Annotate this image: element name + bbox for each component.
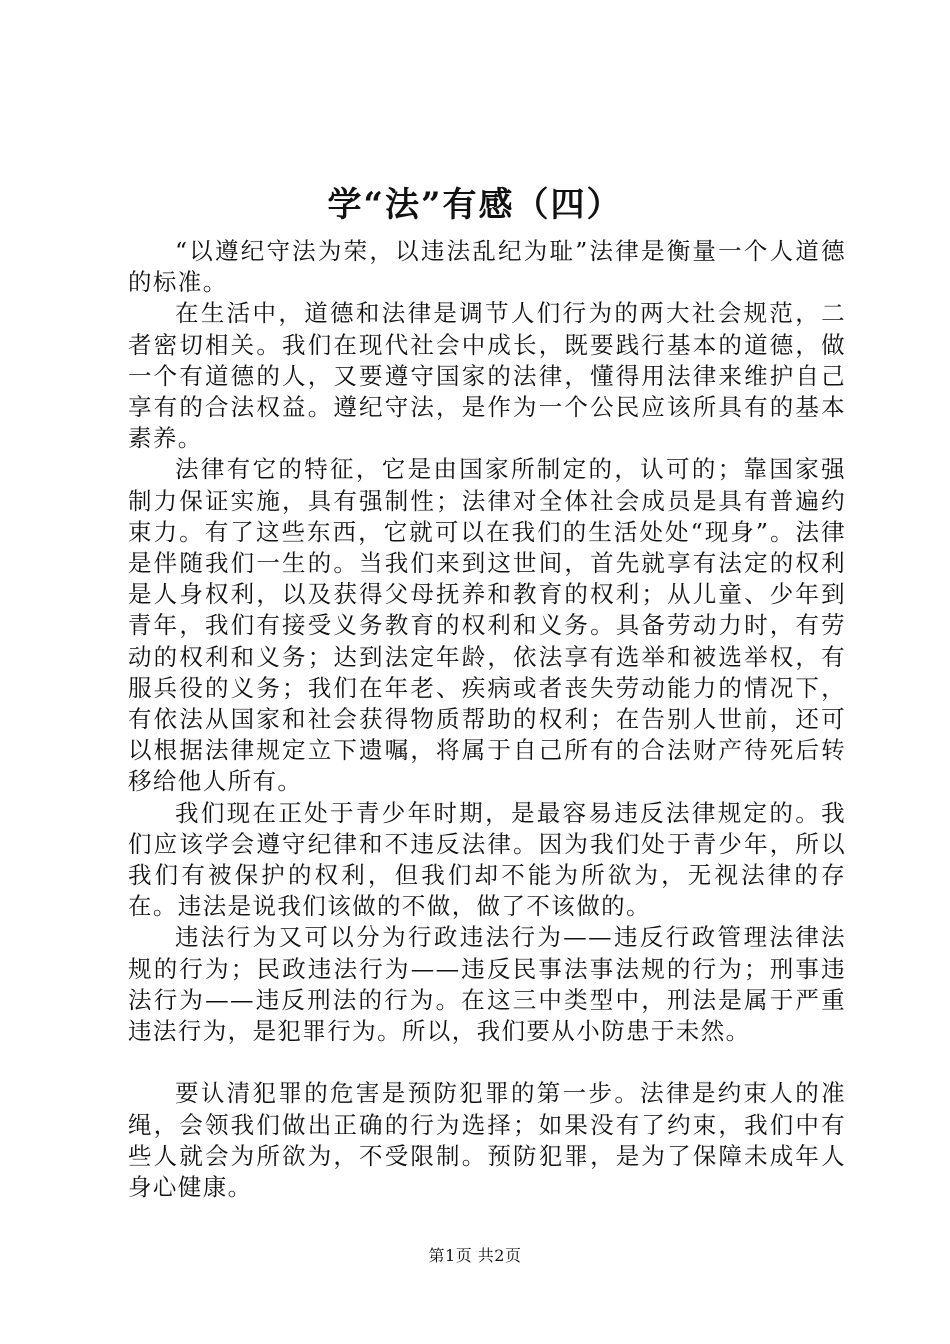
paragraph-2: 在生活中，道德和法律是调节人们行为的两大社会规范，二者密切相关。我们在现代社会中成长，既要践行基本的道德，做一个有道德的人，又要遵守国家的法律，懂得用法律来维护自己享有的合法权益。遵纪守法，是作为一个公民应该所具有的基本素养。 (128, 299, 846, 453)
paragraph-3: 法律有它的特征，它是由国家所制定的，认可的；靠国家强制力保证实施，具有强制性；法律对全体社会成员是具有普遍约束力。有了这些东西，它就可以在我们的生活处处“现身”。法律是伴随我们一生的。当我们来到这世间，首先就享有法定的权利是人身权利，以及获得父母抚养和教育的权利；从儿童、少年到青年，我们有接受义务教育的权利和义务。具备劳动力时，有劳动的权利和义务；达到法定年龄，依法享有选举和被选举权，有服兵役的义务；我们在年老、疾病或者丧失劳动能力的情况下，有依法从国家和社会获得物质帮助的权利；在告别人世前，还可以根据法律规定立下遗嘱，将属于自己所有的合法财产待死后转移给他人所有。 (128, 455, 846, 796)
paragraph-6: 要认清犯罪的危害是预防犯罪的第一步。法律是约束人的准绳，会领我们做出正确的行为选择；如果没有了约束，我们中有些人就会为所欲为，不受限制。预防犯罪，是为了保障未成年人身心健康。 (128, 1079, 846, 1202)
page-number-footer: 第1页 共2页 (428, 1246, 522, 1265)
document-body (128, 236, 846, 1203)
paragraph-spacer (128, 1047, 846, 1078)
document-title: 学“法”有感（四） (327, 185, 623, 225)
paragraph-5: 违法行为又可以分为行政违法行为——违反行政管理法律法规的行为；民政违法行为——违反民事法事法规的行为；刑事违法行为——违反刑法的行为。在这三中类型中，刑法是属于严重违法行为，是犯罪行为。所以，我们要从小防患于未然。 (128, 923, 846, 1046)
paragraph-1: “以遵纪守法为荣，以违法乱纪为耻”法律是衡量一个人道德的标准。 (128, 237, 846, 297)
paragraph-4: 我们现在正处于青少年时期，是最容易违反法律规定的。我们应该学会遵守纪律和不违反法律。因为我们处于青少年，所以我们有被保护的权利，但我们却不能为所欲为，无视法律的存在。违法是说我们该做的不做，做了不该做的。 (128, 798, 846, 921)
